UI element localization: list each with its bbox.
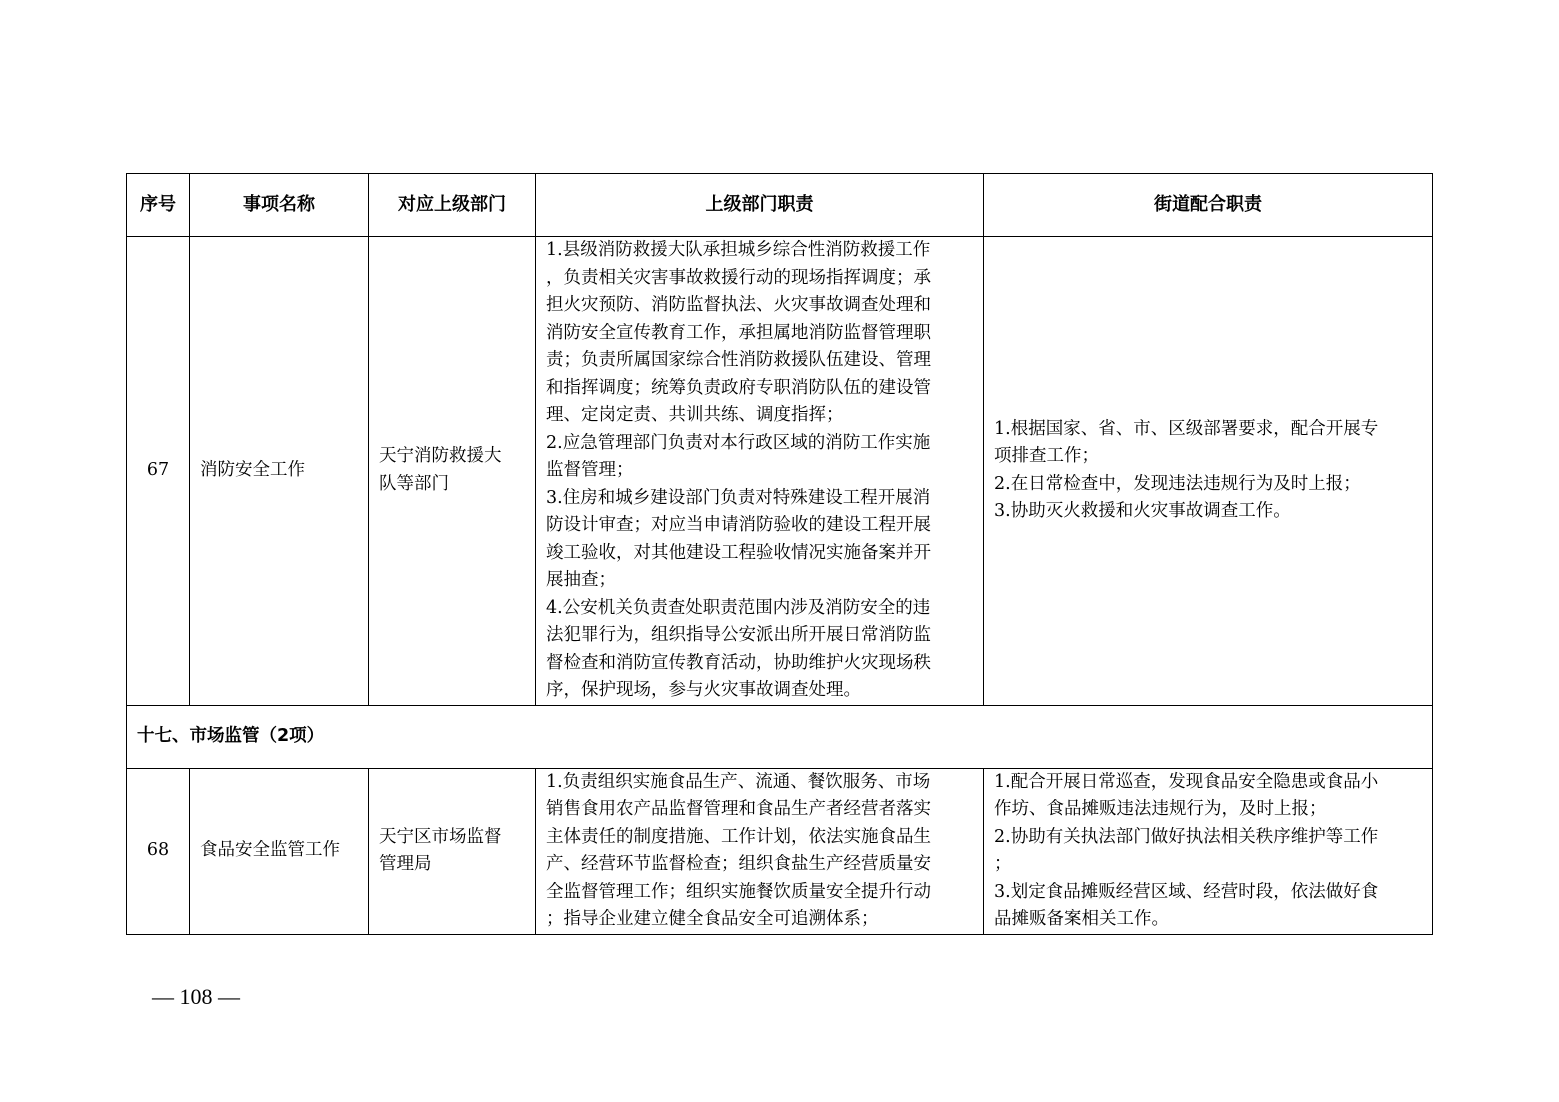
text-line: 督检查和消防宣传教育活动，协助维护火灾现场秩 [546,652,931,673]
item-name: 消防安全工作 [190,237,369,706]
text-line: 1.根据国家、省、市、区级部署要求，配合开展专 [994,418,1379,439]
text-line: 监督管理； [546,460,634,480]
street-cooperation [984,768,1433,934]
section-row [127,705,1433,768]
text-line: 2.协助有关执法部门做好执法相关秩序维护等工作 [994,826,1379,847]
text-line: 1.配合开展日常巡查，发现食品安全隐患或食品小 [994,771,1379,792]
duty-table [126,173,1433,935]
header-coop: 街道配合职责 [984,174,1433,237]
text-line: 2.在日常检查中，发现违法违规行为及时上报； [994,473,1361,494]
text-line: 竣工验收，对其他建设工程验收情况实施备案并开 [546,542,931,563]
text-line: 理、定岗定责、共训共练、调度指挥； [546,405,844,425]
text-line: 2.应急管理部门负责对本行政区域的消防工作实施 [546,432,931,453]
superior-dept [369,768,536,934]
superior-duties [536,237,984,706]
header-duty: 上级部门职责 [536,174,984,237]
page-number: — 108 — [152,984,240,1009]
text-line: 消防安全宣传教育工作，承担属地消防监督管理职 [546,322,931,343]
text-line: 3.协助灭火救援和火灾事故调查工作。 [994,501,1291,522]
text-line: 1.县级消防救援大队承担城乡综合性消防救援工作 [546,240,931,260]
text-line: 序，保护现场，参与火灾事故调查处理。 [546,680,861,700]
text-line: 天宁区市场监督 [379,826,502,847]
superior-duties [536,768,984,934]
text-line: 1.负责组织实施食品生产、流通、餐饮服务、市场 [546,771,931,792]
header-name: 事项名称 [190,174,369,237]
header-no: 序号 [127,174,190,237]
header-dept: 对应上级部门 [369,174,536,237]
text-line: 品摊贩备案相关工作。 [994,909,1169,929]
text-line: 销售食用农产品监督管理和食品生产者经营者落实 [546,799,931,819]
table-row [127,237,1433,706]
text-line: 责；负责所属国家综合性消防救援队伍建设、管理 [546,350,931,370]
table-row [127,768,1433,934]
text-line: ； [994,854,1012,874]
text-line: 4.公安机关负责查处职责范围内涉及消防安全的违 [546,597,931,618]
text-line: 管理局 [379,854,432,874]
superior-dept [369,237,536,706]
text-line: 项排查工作； [994,446,1099,467]
text-line: 全监督管理工作；组织实施餐饮质量安全提升行动 [546,881,931,902]
text-line: 防设计审查；对应当申请消防验收的建设工程开展 [546,515,931,535]
text-line: 队等部门 [379,473,449,494]
table-header-row [127,174,1433,237]
text-line: 和指挥调度；统筹负责政府专职消防队伍的建设管 [546,377,931,398]
text-line: 展抽查； [546,570,616,590]
text-line: 3.住房和城乡建设部门负责对特殊建设工程开展消 [546,487,931,508]
text-line: ；指导企业建立健全食品安全可追溯体系； [546,909,879,929]
street-cooperation [984,237,1433,706]
text-line: ，负责相关灾害事故救援行动的现场指挥调度；承 [546,267,931,288]
text-line: 作坊、食品摊贩违法违规行为，及时上报； [994,799,1327,819]
item-name: 食品安全监管工作 [190,768,369,934]
text-line: 天宁消防救援大 [379,446,502,467]
text-line: 3.划定食品摊贩经营区域、经营时段，依法做好食 [994,881,1379,902]
text-line: 产、经营环节监督检查；组织食盐生产经营质量安 [546,854,931,874]
text-line: 法犯罪行为，组织指导公安派出所开展日常消防监 [546,625,931,645]
row-number: 68 [127,768,190,934]
text-line: 主体责任的制度措施、工作计划，依法实施食品生 [546,826,931,847]
row-number: 67 [127,237,190,706]
section-title: 十七、市场监管（2项） [127,705,1433,768]
text-line: 担火灾预防、消防监督执法、火灾事故调查处理和 [546,295,931,315]
